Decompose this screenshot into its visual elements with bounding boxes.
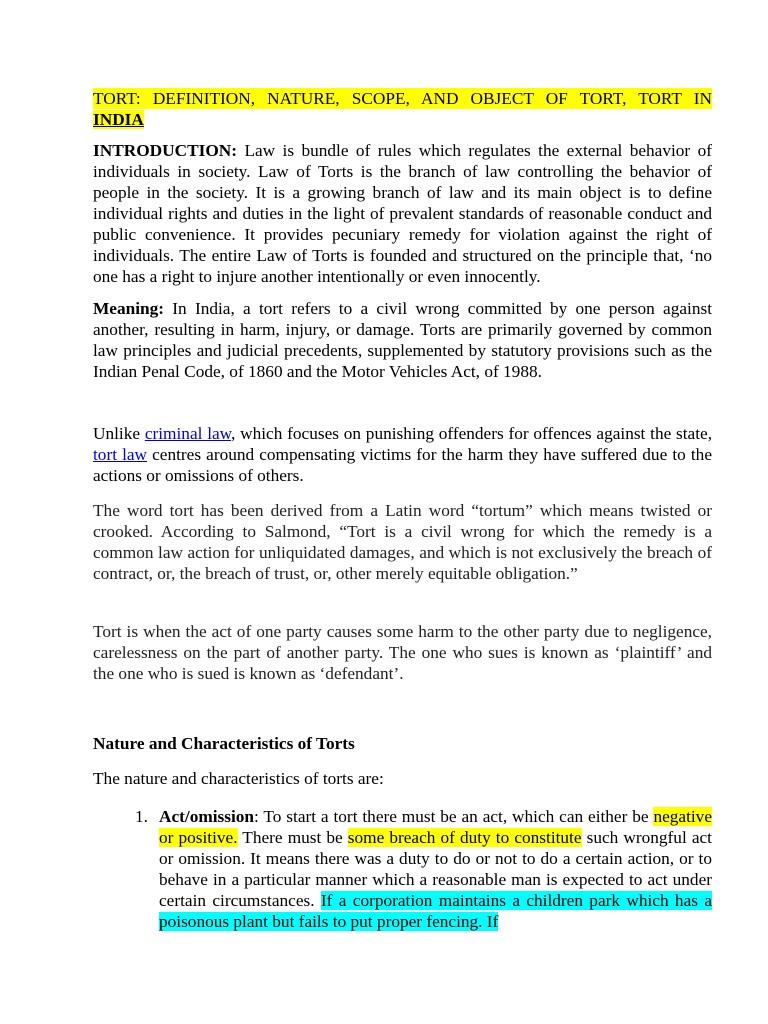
list-item-text-3: such wrongful act or omission. It means there was a duty to do or not to do a certain action, or to behave in a particular manner which a reasonable man is expected to act under certain circumstances. <box>159 828 712 910</box>
list-item-number: 1. <box>135 807 148 826</box>
highlight-negative-positive: negative or positive. <box>159 807 712 847</box>
meaning-paragraph <box>93 298 712 382</box>
unlike-prefix: Unlike <box>93 424 145 443</box>
intro-label: INTRODUCTION: <box>93 141 238 160</box>
intro-text: Law is bundle of rules which regulates the external behavior of individuals in society. Law of Torts is the branch of law controlling the behavior of people in the society. It is a growing branch of law and its main object is to define individual rights and duties in the light of prevalent standards of reasonable conduct and public convenience. It provides pecuniary remedy for violation against the right of individuals. The entire Law of Torts is founded and structured on the principle that, ‘no one has a right to injure another intentionally or even innocently. <box>93 141 712 286</box>
word-tort-paragraph: The word tort has been derived from a Latin word “tortum” which means twisted or crooked. According to Salmond, “Tort is a civil wrong for which the remedy is a common law action for unliquidated damages, and which is not exclusively the breach of contract, or, the breach of trust, or, other merely equitable obligation.” <box>93 501 712 583</box>
heading-line-1: TORT: DEFINITION, NATURE, SCOPE, AND OBJECT OF TORT, TORT IN <box>93 89 712 108</box>
highlight-breach-of-duty: some breach of duty to constitute <box>347 828 582 847</box>
list-item-text-2: There must be <box>237 828 348 847</box>
document-heading <box>93 88 712 130</box>
highlight-corporation-example: If a corporation maintains a children park which has a poisonous plant but fails to put proper fencing. If <box>159 891 712 931</box>
unlike-mid: , which focuses on punishing offenders for offences against the state, <box>231 424 713 443</box>
nature-heading: Nature and Characteristics of Torts <box>93 734 355 753</box>
meaning-label: Meaning: <box>93 299 165 318</box>
meaning-text: In India, a tort refers to a civil wrong committed by one person against another, resulting in harm, injury, or damage. Torts are primarily governed by common law principles and judicial precedents, supplemented by statutory provisions such as the Indian Penal Code, of 1860 and the Motor Vehicles Act, of 1988. <box>93 299 712 381</box>
tort-law-link[interactable]: tort law <box>93 445 148 464</box>
unlike-paragraph <box>93 423 712 486</box>
list-item-act-omission <box>159 806 712 932</box>
list-item-text-1: : To start a tort there must be an act, which can either be <box>254 807 654 826</box>
list-item-label: Act/omission <box>159 807 255 826</box>
unlike-suffix: centres around compensating victims for the harm they have suffered due to the actions or omissions of others. <box>93 445 712 485</box>
tort-definition-paragraph: Tort is when the act of one party causes some harm to the other party due to negligence, carelessness on the part of another party. The one who sues is known as ‘plaintiff’ and the one who is sued is known as ‘defendant’. <box>93 622 712 683</box>
criminal-law-link[interactable]: criminal law <box>144 424 232 443</box>
heading-line-2: INDIA <box>93 110 144 129</box>
nature-intro: The nature and characteristics of torts are: <box>93 769 384 788</box>
intro-paragraph <box>93 140 712 287</box>
